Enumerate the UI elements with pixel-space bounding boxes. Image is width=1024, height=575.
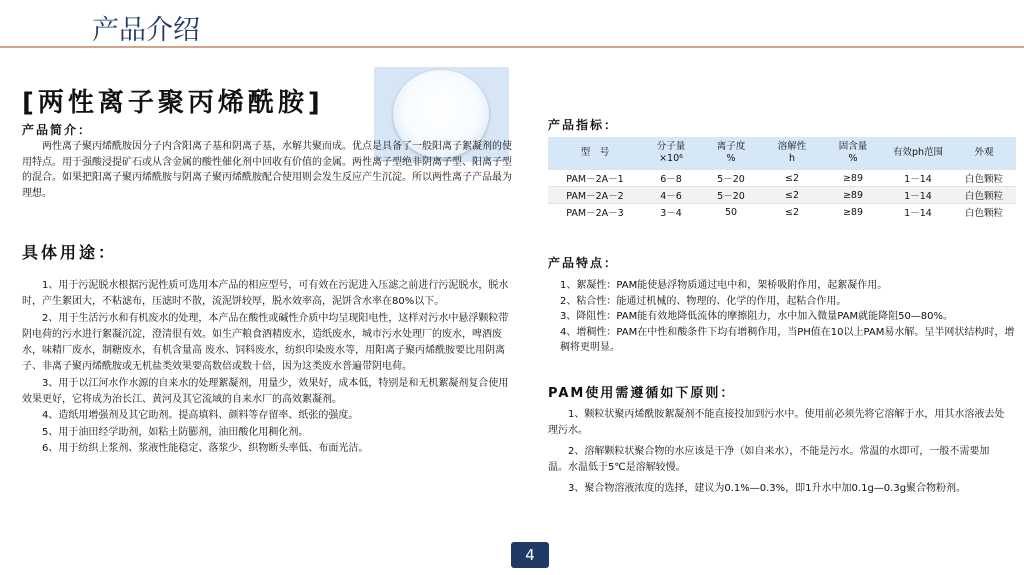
table-cell: 4－6: [642, 187, 700, 204]
principles-heading: PAM使用需遵循如下原则：: [548, 386, 736, 401]
table-cell: 3－4: [642, 204, 700, 221]
column-header-appearance: 外观: [952, 137, 1016, 170]
column-header-model: 型 号: [548, 137, 642, 170]
column-header-ionicity: 离子度 %: [700, 137, 762, 170]
table-cell: PAM－2A－1: [548, 170, 642, 187]
table-row: [548, 204, 1016, 221]
feature-item: 1、絮凝性：PAM能使悬浮物质通过电中和，架桥吸附作用，起絮凝作用。: [560, 280, 888, 291]
page-number-badge: 4: [511, 542, 549, 568]
table-cell: ≤2: [762, 204, 822, 221]
table-cell: PAM－2A－3: [548, 204, 642, 221]
table-cell: 6－8: [642, 170, 700, 187]
table-cell: 1－14: [884, 187, 952, 204]
table-cell: 白色颗粒: [952, 187, 1016, 204]
features-list: [560, 278, 1015, 356]
column-header-solid-content: 固含量 %: [822, 137, 884, 170]
table-cell: ≥89: [822, 170, 884, 187]
table-cell: 白色颗粒: [952, 170, 1016, 187]
table-cell: ≥89: [822, 204, 884, 221]
table-cell: 白色颗粒: [952, 204, 1016, 221]
table-cell: 50: [700, 204, 762, 221]
feature-item: 3、降阻性：PAM能有效地降低流体的摩擦阻力，水中加入微量PAM就能降阻50—80%。: [560, 311, 954, 322]
product-name: [两性离子聚丙烯酰胺]: [22, 88, 324, 118]
table-cell: 1－14: [884, 204, 952, 221]
usage-item: 6、用于纺织上浆剂、浆液性能稳定、落浆少、织物断头率低、布面光洁。: [42, 442, 369, 454]
usage-item: 3、用于以江河水作水源的自来水的处理絮凝剂，用量少，效果好，成本低，特别是和无机絮凝剂复合使用效果更好，它将成为治长江、黄河及其它流域的自来水厂的高效絮凝剂。: [22, 377, 509, 406]
table-row: [548, 187, 1016, 204]
usage-heading: 具体用途：: [22, 243, 118, 262]
features-heading: 产品特点：: [548, 256, 619, 270]
table-cell: 1－14: [884, 170, 952, 187]
principle-item: 1、颗粒状聚丙烯酰胺絮凝剂不能直接投加到污水中。使用前必须先将它溶解于水，用其水溶液去处理污水。: [548, 409, 1005, 436]
table-cell: ≤2: [762, 170, 822, 187]
usage-item: 2、用于生活污水和有机废水的处理，本产品在酸性或碱性介质中均呈现阳电性，这样对污水中悬浮颗粒带阴电荷的污水进行絮凝沉淀，澄清很有效。如生产粮食酒精废水，造纸废水，城市污水处理厂的废水，啤酒废水，味精厂废水，制糖废水，有机含量高 废水、饲料废水，纺织印染废水等，用阳离子聚丙烯酰胺要比用阴离子、非离子聚丙烯酰胺或无机盐类效果要高数倍或数十倍，因为这类废水普遍带阴电荷。: [22, 312, 509, 373]
table-cell: ≥89: [822, 187, 884, 204]
feature-item: 4、增稠性：PAM在中性和酸条件下均有增稠作用，当PH值在10以上PAM易水解。呈半网状结构时，增稠将更明显。: [560, 326, 1015, 353]
feature-item: 2、粘合性：能通过机械的、物理的、化学的作用，起粘合作用。: [560, 295, 847, 307]
principles-list: [548, 407, 1006, 497]
table-row: [548, 170, 1016, 187]
column-header-molecular-weight: 分子量 ×10⁶: [642, 137, 700, 170]
specs-table: [548, 137, 1016, 220]
column-header-ph-range: 有效ph范围: [884, 137, 952, 170]
column-header-solubility: 溶解性 h: [762, 137, 822, 170]
principle-item: 3、聚合物溶液浓度的选择，建议为0.1%—0.3%，即1升水中加0.1g—0.3g聚合物粉剂。: [568, 483, 967, 494]
table-cell: 5－20: [700, 170, 762, 187]
table-cell: ≤2: [762, 187, 822, 204]
principle-item: 2、溶解颗粒状聚合物的水应该是干净（如自来水），不能是污水。常温的水即可，一般不需要加温。水温低于5℃是溶解较慢。: [548, 446, 990, 473]
specs-heading: 产品指标：: [548, 118, 619, 132]
usage-item: 5、用于油田经学助剂，如粘土防膨剂，油田酸化用稠化剂。: [42, 426, 309, 438]
usage-list: [22, 278, 512, 457]
slide-title: 产品介绍: [92, 15, 200, 46]
intro-paragraph: 两性离子聚丙烯酰胺因分子内含阳离子基和阴离子基，水解共聚而成。优点是具备了一般阳离子絮凝剂的使用特点。用于强酸浸提矿石或从含金属的酸性催化剂中回收有价值的金属。两性离子型绝非阴离子型、阳离子型的混合。如果把阳离子聚丙烯酰胺与阴离子聚丙烯酰胺配合使用则会发生反应产生沉淀。所以两性离子产品最为理想。: [22, 141, 512, 199]
table-cell: PAM－2A－2: [548, 187, 642, 204]
usage-item: 1、用于污泥脱水根据污泥性质可选用本产品的相应型号，可有效在污泥进入压滤之前进行污泥脱水，脱水时，产生絮团大，不粘滤布，压滤时不散，流泥饼较厚，脱水效率高，泥饼含水率在80%以下。: [22, 280, 509, 308]
intro-text: [22, 139, 514, 201]
title-divider: [0, 46, 1024, 48]
table-cell: 5－20: [700, 187, 762, 204]
usage-item: 4、造纸用增强剂及其它助剂。提高填料、颜料等存留率、纸张的强度。: [42, 410, 359, 422]
intro-heading: 产品简介：: [22, 123, 93, 137]
table-header-row: [548, 137, 1016, 170]
